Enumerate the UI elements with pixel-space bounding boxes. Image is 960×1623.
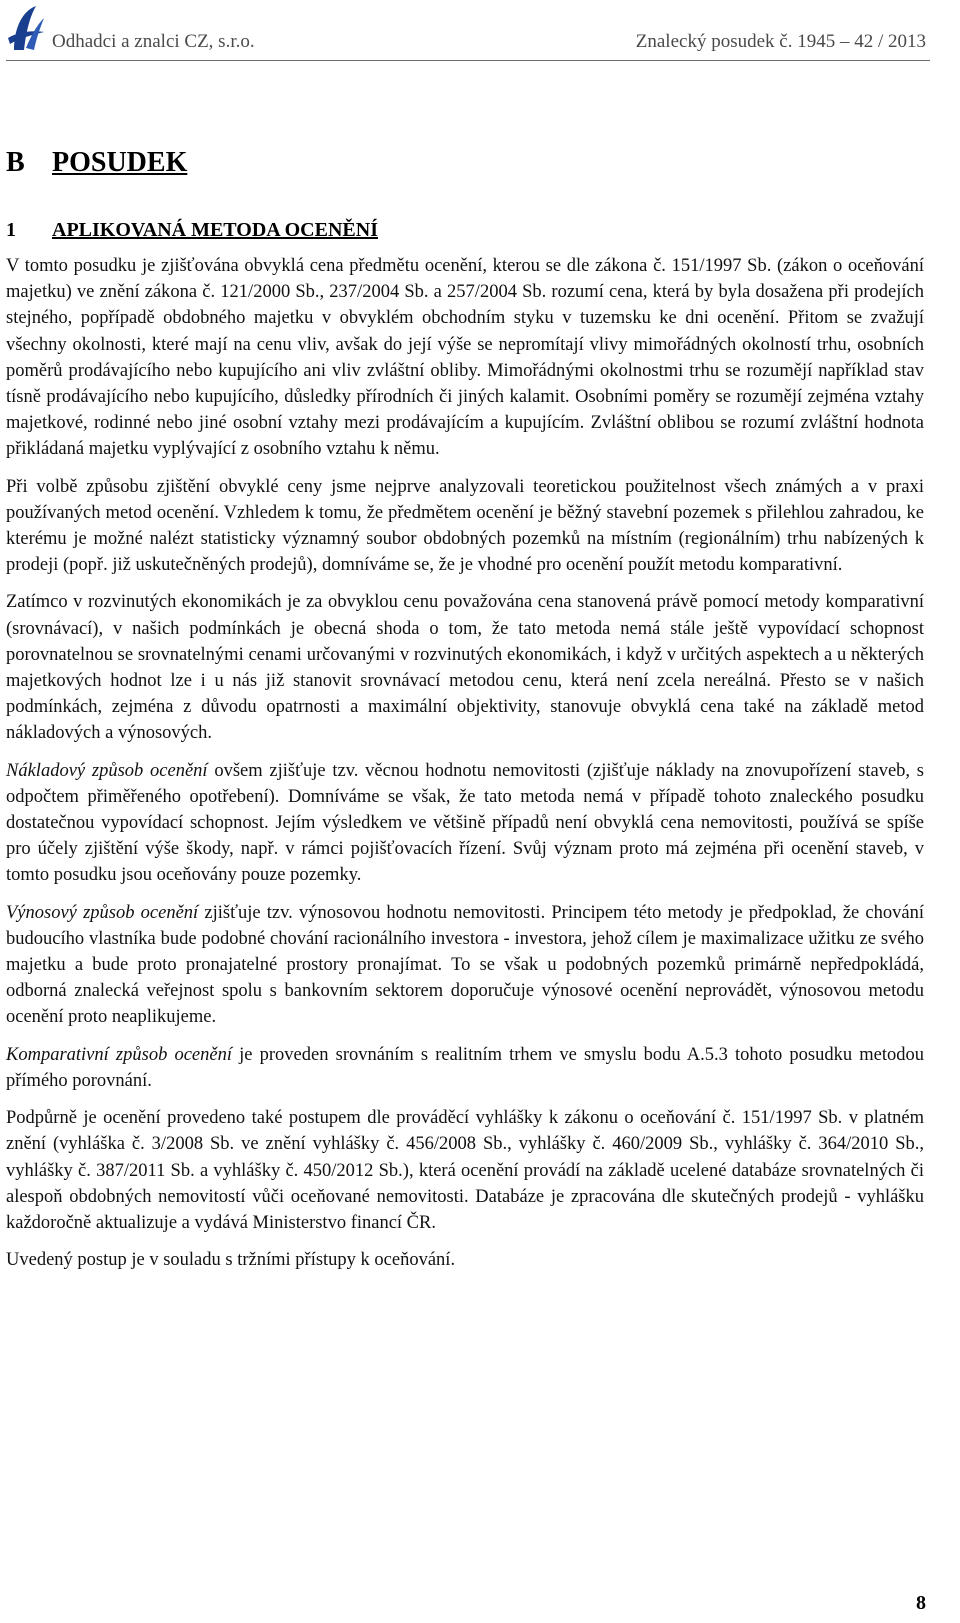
page-header: [6, 0, 930, 61]
paragraph-cost-method: [6, 758, 924, 889]
paragraph-income-method: [6, 900, 924, 1031]
comparative-method-term: Komparativní způsob ocenění: [6, 1044, 232, 1065]
report-id: Znalecký posudek č. 1945 – 42 / 2013: [635, 31, 926, 52]
page-number: 8: [916, 1592, 926, 1614]
paragraph-method-choice: Při volbě způsobu zjištění obvyklé ceny jsme nejprve analyzovali teoretickou použitelnost všech známých a v praxi používaných metod ocenění. Vzhledem k tomu, že předmětem ocenění je běžný stavební pozemek s přilehlou zahradou, ke kterému je možné nalézt statisticky významný soubor obdobných pozemků na místním (regionálním) trhu nabízených k prodeji (popř. již uskutečněných prodejů), domníváme se, že je vhodné pro ocenění použít metodu komparativní.: [6, 476, 924, 576]
subsection-number: 1: [6, 219, 16, 241]
paragraph-regulation: Podpůrně je ocenění provedeno také postupem dle prováděcí vyhlášky k zákonu o oceňování č. 151/1997 Sb. v platném znění (vyhláška č. 3/2008 Sb. ve znění vyhlášky č. 456/2008 Sb., vyhlášky č. 460/2009 Sb., vyhlášky č. 364/2010 Sb., vyhlášky č. 387/2011 Sb. a vyhlášky č. 450/2012 Sb.), která ocenění provádí na základě ucelené databáze srovnatelných či alespoň obdobných nemovitostí vůči oceňované nemovitosti. Databáze je zpracována dle skutečných prodejů - vyhlášku každoročně aktualizuje a vydává Ministerstvo financí ČR.: [6, 1108, 924, 1233]
income-method-text: zjišťuje tzv. výnosovou hodnotu nemovitosti. Principem této metody je předpoklad, že chování budoucího vlastníka bude podobné chování racionálního investora - investora, jehož cílem je maximalizace užitku ze svého majetku a bude proto pronajatelné prostory pronajímat. To se však u podobných pozemků primárně nepředpokládá, odborná znalecká veřejnost spolu s bankovním sektorem doporučuje výnosové ocenění neprovádět, výnosovou metodu ocenění proto neaplikujeme.: [6, 902, 924, 1028]
company-logo-icon: [6, 2, 46, 54]
company-name: Odhadci a znalci CZ, s.r.o.: [52, 31, 255, 52]
paragraph-developed-economies: Zatímco v rozvinutých ekonomikách je za obvyklou cenu považována cena stanovená právě pomocí metody komparativní (srovnávací), v našich podmínkách je obecná shoda o tom, že tato metoda nemá stále ještě vypovídací schopnost porovnatelnou se srovnatelnými cenami určovanými v rozvinutých ekonomikách, i když v určitých aspektech a u některých majetkových hodnot lze i u nás již stanovit srovnávací metodou cenu, která není zcela nereálná. Přesto se v našich podmínkách, zejména z důvodu opatrnosti a maximální objektivity, stanovuje obvyklá cena také na základě metod nákladových a výnosových.: [6, 592, 924, 744]
document-body: [6, 253, 924, 1284]
income-method-term: Výnosový způsob ocenění: [6, 902, 199, 923]
comparative-method-text: je proveden srovnáním s realitním trhem ve smyslu bodu A.5.3 tohoto posudku metodou přímého porovnání.: [6, 1044, 925, 1091]
cost-method-text: ovšem zjišťuje tzv. věcnou hodnotu nemovitosti (zjišťuje náklady na znovupořízení staveb, s odpočtem přiměřeného opotřebení). Domníváme se však, že tato metoda nemá v případě tohoto znaleckého posudku dostatečnou vypovídací schopnost. Jejím výsledkem ve většině případů není obvyklá cena nemovitosti, používá se spíše pro účely zjištění výše škody, např. v rámci pojišťovacích řízení. Svůj význam proto má zejména při ocenění staveb, v tomto posudku jsou oceňovány pouze pozemky.: [6, 760, 924, 886]
subsection-title: APLIKOVANÁ METODA OCENĚNÍ: [52, 219, 378, 241]
paragraph-comparative-method: [6, 1042, 924, 1094]
section-heading: [6, 147, 187, 179]
cost-method-term: Nákladový způsob ocenění: [6, 760, 208, 781]
paragraph-conclusion: Uvedený postup je v souladu s tržními přístupy k oceňování.: [6, 1250, 456, 1271]
paragraph-definition: V tomto posudku je zjišťována obvyklá cena předmětu ocenění, kterou se dle zákona č. 151/1997 Sb. (zákon o oceňování majetku) ve znění zákona č. 121/2000 Sb., 237/2004 Sb. a 257/2004 Sb. rozumí cena, která by byla dosažena při prodejích stejného, popřípadě obdobného majetku v obvyklém obchodním styku v tuzemsku ke dni ocenění. Přitom se zvažují všechny okolnosti, které mají na cenu vliv, avšak do její výše se nepromítají vlivy mimořádných okolností trhu, osobních poměrů prodávajícího nebo kupujícího ani vliv zvláštní obliby. Mimořádnými okolnostmi trhu se rozumějí například stav tísně prodávajícího nebo kupujícího, důsledky přírodních či jiných kalamit. Osobními poměry se rozumějí zejména vztahy majetkové, rodinné nebo jiné osobní vztahy mezi prodávajícím a kupujícím. Zvláštní oblibou se rozumí zvláštní hodnota přikládaná majetku vyplývající z osobního vztahu k němu.: [6, 256, 924, 460]
section-title: POSUDEK: [52, 147, 188, 178]
subsection-heading: [6, 219, 378, 242]
section-number: B: [6, 147, 25, 178]
